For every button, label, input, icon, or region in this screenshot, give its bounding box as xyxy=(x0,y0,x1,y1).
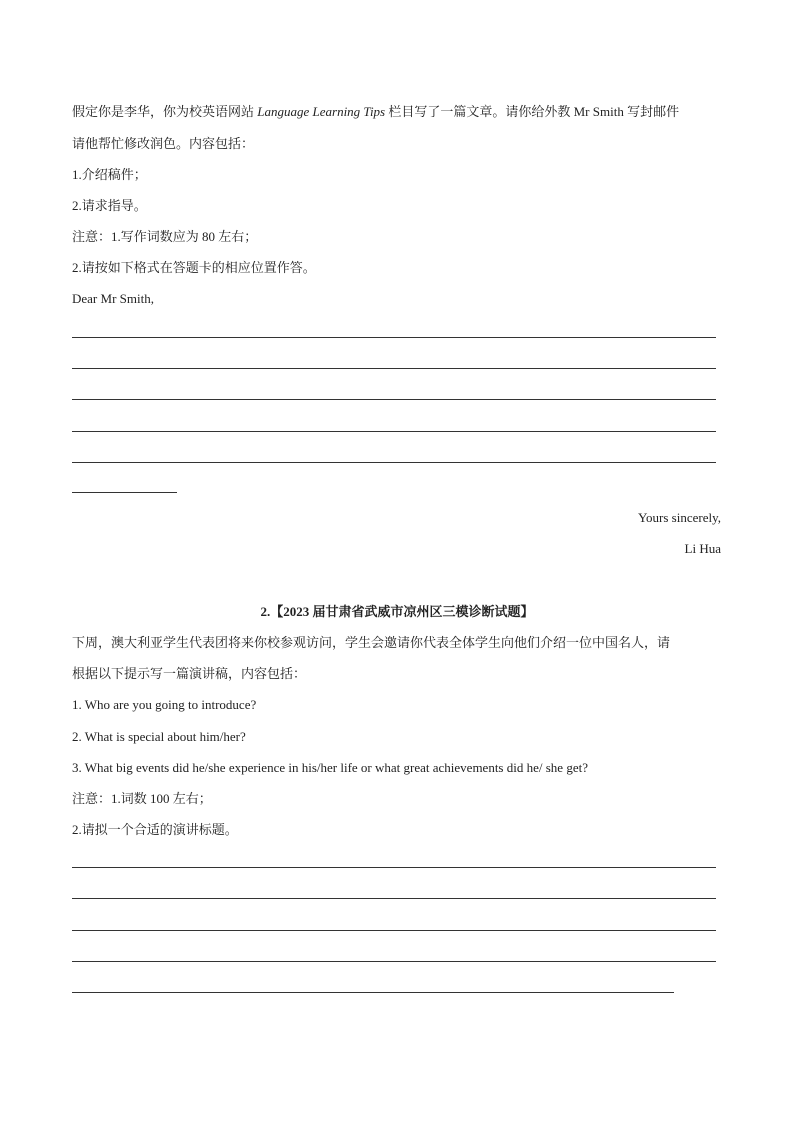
answer-line[interactable] xyxy=(72,399,716,400)
task2-heading: 2.【2023 届甘肃省武威市凉州区三模诊断试题】 xyxy=(260,604,534,619)
task1-note1: 注意：1.写作词数应为 80 左右； xyxy=(72,229,258,244)
task1-closing: Yours sincerely, xyxy=(637,510,721,525)
task2-intro-line2: 根据以下提示写一篇演讲稿，内容包括： xyxy=(72,666,307,681)
answer-line[interactable] xyxy=(72,431,716,432)
answer-line[interactable] xyxy=(72,930,716,931)
answer-line-last[interactable] xyxy=(72,992,674,993)
task1-intro-pre: 假定你是李华，你为校英语网站 xyxy=(72,104,258,119)
task2-question2: 2. What is special about him/her? xyxy=(72,729,246,744)
answer-line[interactable] xyxy=(72,961,716,962)
task1-note2: 2.请按如下格式在答题卡的相应位置作答。 xyxy=(72,260,316,275)
task2-intro-line1: 下周，澳大利亚学生代表团将来你校参观访问，学生会邀请你代表全体学生向他们介绍一位中国名人，请 xyxy=(72,635,671,650)
answer-line[interactable] xyxy=(72,368,716,369)
task1-intro-line1 xyxy=(72,104,679,120)
task2-question3: 3. What big events did he/she experience in his/her life or what great achievements did he/ she get? xyxy=(72,760,588,775)
task2-note2: 2.请拟一个合适的演讲标题。 xyxy=(72,822,238,837)
answer-line-short[interactable] xyxy=(72,492,177,493)
task1-greeting: Dear Mr Smith, xyxy=(72,291,154,306)
answer-line[interactable] xyxy=(72,337,716,338)
task1-point1: 1.介绍稿件； xyxy=(72,167,147,182)
task2-note1: 注意：1.词数 100 左右； xyxy=(72,791,212,806)
answer-line[interactable] xyxy=(72,462,716,463)
task1-point2: 2.请求指导。 xyxy=(72,198,147,213)
task1-signature: Li Hua xyxy=(684,541,721,556)
task1-column-name: Language Learning Tips xyxy=(257,104,386,119)
answer-line[interactable] xyxy=(72,898,716,899)
task1-intro-line2: 请他帮忙修改润色。内容包括： xyxy=(72,136,255,151)
answer-line[interactable] xyxy=(72,867,716,868)
task2-question1: 1. Who are you going to introduce? xyxy=(72,697,257,712)
task1-intro-post: 栏目写了一篇文章。请你给外教 Mr Smith 写封邮件 xyxy=(385,104,680,119)
